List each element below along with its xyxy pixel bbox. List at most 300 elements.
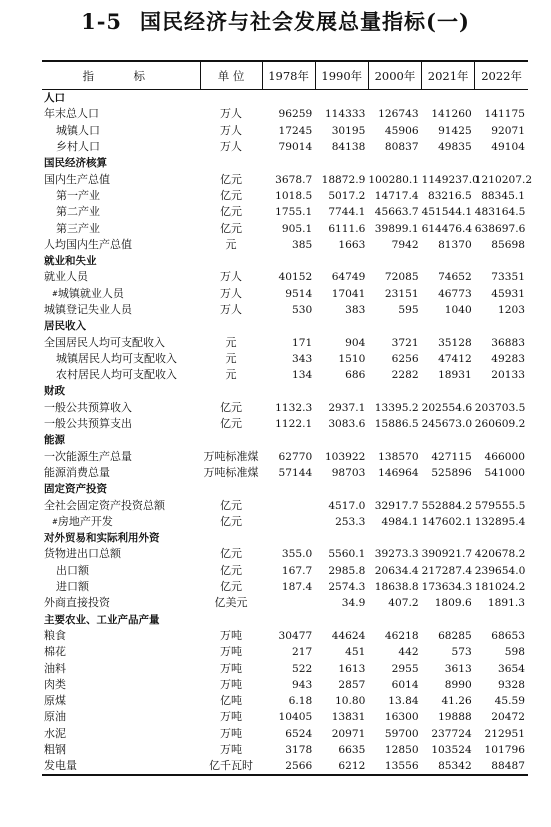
unit-cell: 亿元 [220,514,243,528]
value-cell: 245673.0 [421,418,473,431]
value-cell: 1018.5 [275,189,313,202]
value-cell: 451544.1 [421,206,473,219]
value-cell: 88345.1 [481,189,525,202]
indicator-name: 水泥 [44,726,66,740]
indicator-name: 国内生产总值 [44,172,110,186]
indicator-label [42,400,200,416]
indicator-label [42,546,200,562]
indicator-name: 乡村人口 [56,140,100,154]
value-cell: 6014 [391,678,419,691]
value-cell: 85698 [491,238,525,251]
value-cell: 167.7 [281,564,313,577]
value-cell: 45931 [491,287,525,300]
value-cell: 20634.4 [374,564,419,577]
indicator-label [42,595,200,611]
value-cell: 72085 [384,271,419,284]
indicator-label [42,334,200,350]
value-cell: 442 [398,646,419,659]
value-cell: 1122.1 [275,418,313,431]
value-cell: 18931 [438,369,472,382]
indicator-label [42,351,200,367]
unit-cell: 万吨 [220,661,243,675]
value-cell: 343 [291,352,313,365]
note-mark: # [52,289,58,298]
value-cell: 2282 [391,369,419,382]
indicator-label [42,758,200,775]
table-row [42,286,528,302]
value-cell: 46218 [384,629,419,642]
table-row [42,351,528,367]
indicator-label [42,709,200,725]
indicator-label [42,139,200,155]
indicator-label [42,497,200,513]
value-cell: 541000 [484,466,525,479]
table-row [42,563,528,579]
value-cell: 6212 [315,758,368,775]
value-cell: 85342 [422,758,475,775]
table-title-text: 国民经济与社会发展总量指标(一) [140,9,470,34]
value-cell: 12850 [384,744,419,757]
indicator-name: 城镇登记失业人员 [44,303,132,316]
section-header-row [42,612,528,628]
value-cell: 132895.4 [474,515,526,528]
table-row [42,628,528,644]
table-row [42,204,528,220]
value-cell: 427115 [431,450,472,463]
section-title: 固定资产投资 [44,483,107,496]
unit-cell: 亿元 [220,221,243,235]
value-cell: 88487 [475,758,528,775]
value-cell: 383 [345,304,366,316]
header-year: 2021年 [422,61,475,90]
value-cell: 2566 [262,758,315,775]
table-row [42,334,528,350]
value-cell: 114333 [324,108,366,121]
indicator-label [42,286,200,302]
section-header-row [42,155,528,171]
value-cell: 44624 [331,629,366,642]
value-cell: 49835 [438,141,472,154]
value-cell: 686 [345,369,366,382]
section-header-row [42,318,528,334]
table-row [42,106,528,122]
value-cell: 253.3 [335,515,366,528]
value-cell: 638697.6 [474,222,526,235]
value-cell: 3178 [285,744,313,757]
value-cell: 141260 [431,108,472,121]
table-row [42,595,528,611]
section-header-row [42,481,528,497]
value-cell: 1755.1 [275,206,313,219]
value-cell: 100280.1 [368,173,419,186]
value-cell: 3721 [391,336,419,349]
indicator-label [42,237,200,253]
unit-cell: 万人 [220,303,243,316]
section-title: 能源 [44,434,65,447]
value-cell: 91425 [438,124,472,137]
value-cell: 47412 [438,352,472,365]
table-row [42,123,528,139]
value-cell: 573 [451,646,472,659]
table-row [42,367,528,383]
value-cell: 45.59 [494,695,525,708]
section-header-row [42,530,528,546]
value-cell: 614476.4 [421,222,473,235]
value-cell: 3678.7 [275,173,313,186]
table-row [42,465,528,481]
value-cell: 13.84 [388,695,419,708]
section-title: 人口 [44,92,65,105]
value-cell: 1613 [338,662,366,675]
table-row [42,660,528,676]
value-cell: 385 [291,238,313,251]
section-header-row [42,383,528,399]
value-cell: 101796 [484,744,525,757]
value-cell: 39899.1 [374,222,419,235]
value-cell: 595 [398,304,419,316]
note-mark: # [52,517,58,526]
value-cell: 579555.5 [474,499,526,512]
indicator-name: 进口额 [56,580,89,594]
unit-cell: 亿元 [220,580,243,594]
indicator-name: 第三产业 [56,221,100,235]
unit-cell: 万人 [220,107,243,121]
value-cell: 13556 [368,758,421,775]
unit-cell: 亿元 [220,400,243,414]
value-cell: 5560.1 [328,548,366,561]
indicator-label [42,660,200,676]
value-cell: 1132.3 [275,401,313,414]
unit-cell: 亿元 [220,498,243,512]
value-cell: 6111.6 [328,222,366,235]
value-cell: 18638.8 [374,581,419,594]
indicator-name: 第一产业 [56,188,100,202]
value-cell [262,514,315,530]
table-row [42,139,528,155]
unit-cell: 万人 [220,270,243,284]
table-row [42,758,528,775]
unit-cell: 亿元 [220,205,243,219]
header-year: 1978年 [262,61,315,90]
value-cell: 68285 [438,629,472,642]
indicator-name: 外商直接投资 [44,596,110,610]
unit-cell: 万吨 [220,710,243,724]
table-row [42,416,528,432]
value-cell: 49283 [491,352,525,365]
unit-cell: 亿吨 [220,694,243,708]
section-header-row [42,253,528,269]
section-title: 国民经济核算 [44,157,107,170]
value-cell: 16300 [384,711,419,724]
table-row [42,514,528,530]
value-cell: 2985.8 [328,564,366,577]
value-cell: 5017.2 [328,189,366,202]
table-row [42,709,528,725]
value-cell: 20133 [491,369,525,382]
indicator-label [42,579,200,595]
table-row [42,449,528,465]
unit-cell: 亿美元 [214,596,248,610]
unit-cell: 元 [225,368,237,382]
indicator-label [42,644,200,660]
value-cell: 598 [504,646,525,659]
value-cell: 17041 [331,287,366,300]
indicator-label [42,514,200,530]
value-cell: 173634.3 [421,581,473,594]
indicator-label [42,628,200,644]
value-cell: 1663 [338,238,366,251]
unit-cell: 万吨 [220,677,243,691]
value-cell: 181024.2 [474,581,526,594]
unit-cell: 亿千瓦时 [200,758,262,775]
table-title [0,6,551,36]
value-cell: 84138 [331,141,366,154]
indicator-name: 粗钢 [44,743,66,757]
value-cell: 943 [291,678,313,691]
value-cell: 103922 [324,450,366,463]
indicator-label [42,171,200,187]
value-cell: 81370 [438,238,472,251]
indicator-name: 原煤 [44,694,66,708]
value-cell: 2574.3 [328,581,366,594]
value-cell: 141175 [484,108,525,121]
table-row [42,400,528,416]
value-cell: 355.0 [281,548,313,561]
value-cell: 217287.4 [421,564,473,577]
value-cell: 79014 [278,141,313,154]
value-cell: 15886.5 [374,418,419,431]
indicator-label [42,188,200,204]
section-title: 主要农业、工业产品产量 [44,613,160,626]
value-cell: 1040 [444,304,472,316]
indicator-label [42,563,200,579]
value-cell: 466000 [484,450,525,463]
table-row [42,677,528,693]
table-row [42,220,528,236]
value-cell: 552884.2 [421,499,473,512]
section-title: 就业和失业 [44,255,97,268]
value-cell: 187.4 [281,581,313,594]
indicator-name: 一次能源生产总量 [44,449,132,463]
value-cell: 13831 [331,711,366,724]
table-number: 1-5 [81,9,123,34]
indicator-label [42,106,200,122]
value-cell: 1210207.2 [474,173,533,186]
value-cell: 17245 [278,124,313,137]
value-cell: 904 [345,336,366,349]
indicator-name: 就业人员 [44,270,88,284]
value-cell: 45906 [384,124,419,137]
value-cell: 10405 [278,711,313,724]
value-cell: 45663.7 [374,206,419,219]
indicator-name: 城镇就业人员 [57,286,124,300]
value-cell: 237724 [431,727,472,740]
value-cell: 202554.6 [421,401,473,414]
value-cell: 103524 [431,744,472,757]
value-cell: 1149237.0 [421,173,479,186]
indicator-label [42,302,200,318]
indicator-name: 一般公共预算收入 [44,400,132,414]
value-cell: 451 [345,646,366,659]
unit-cell: 亿元 [220,172,243,186]
value-cell: 2857 [338,678,366,691]
indicator-name: 人均国内生产总值 [44,237,132,251]
table-row [42,546,528,562]
value-cell: 146964 [378,466,419,479]
value-cell: 2937.1 [328,401,366,414]
value-cell: 530 [291,304,313,316]
value-cell: 30477 [278,629,313,642]
value-cell: 6256 [391,352,419,365]
indicator-label [42,204,200,220]
header-year: 2000年 [368,61,421,90]
value-cell: 80837 [384,141,419,154]
value-cell: 483164.5 [474,206,526,219]
indicator-label [42,677,200,693]
value-cell: 1510 [338,352,366,365]
value-cell [262,595,315,611]
section-title: 财政 [44,385,65,398]
value-cell: 7744.1 [328,206,366,219]
indicator-label [42,693,200,709]
value-cell: 138570 [378,450,419,463]
header-unit: 单 位 [200,61,262,90]
value-cell: 68653 [491,629,525,642]
value-cell: 10.80 [335,695,366,708]
indicator-name: 第二产业 [56,205,100,219]
value-cell: 525896 [431,466,472,479]
value-cell: 62770 [278,450,313,463]
value-cell: 212951 [484,727,525,740]
value-cell: 74652 [438,271,472,284]
indicator-name: 城镇居民人均可支配收入 [56,351,177,365]
value-cell: 8990 [444,678,472,691]
table-row [42,269,528,285]
value-cell: 30195 [331,124,366,137]
value-cell: 59700 [384,727,419,740]
value-cell: 13395.2 [374,401,419,414]
indicator-label [42,726,200,742]
header-year: 1990年 [315,61,368,90]
value-cell: 171 [291,336,313,349]
table-row [42,237,528,253]
indicator-name: 油料 [44,661,66,675]
value-cell: 3654 [498,662,525,675]
indicator-label [42,465,200,481]
value-cell: 390921.7 [421,548,473,561]
value-cell: 64749 [331,271,366,284]
value-cell: 39273.3 [374,548,419,561]
table-row [42,188,528,204]
unit-cell: 万吨标准煤 [203,465,259,479]
section-header-row [42,432,528,448]
indicator-label [42,367,200,383]
value-cell: 92071 [491,124,525,137]
value-cell: 6635 [338,744,366,757]
value-cell: 83216.5 [427,189,472,202]
table-row [42,693,528,709]
unit-cell: 元 [225,351,237,365]
value-cell: 3613 [444,662,472,675]
indicators-table [42,60,533,776]
value-cell: 98703 [331,466,366,479]
indicator-label [42,449,200,465]
unit-cell: 亿元 [220,563,243,577]
unit-cell: 亿元 [220,417,243,431]
value-cell: 1203 [498,304,525,316]
value-cell: 1891.3 [487,597,525,610]
unit-cell: 元 [225,237,237,251]
value-cell: 34.9 [341,597,366,610]
header-row [42,61,528,90]
indicator-label [42,269,200,285]
value-cell: 32917.7 [374,499,419,512]
value-cell: 4984.1 [381,515,419,528]
indicator-name: 房地产开发 [57,514,113,528]
indicator-label [42,220,200,236]
unit-cell: 万人 [220,286,243,300]
unit-cell: 万吨 [220,726,243,740]
indicator-name: 粮食 [44,628,66,642]
value-cell [262,497,315,513]
value-cell: 20472 [491,711,525,724]
value-cell: 23151 [384,287,419,300]
value-cell: 19888 [438,711,472,724]
unit-cell: 万吨 [220,645,243,659]
value-cell: 260609.2 [474,418,526,431]
value-cell: 126743 [378,108,419,121]
indicator-label [42,123,200,139]
value-cell: 2955 [391,662,419,675]
value-cell: 420678.2 [474,548,526,561]
indicator-name: 肉类 [44,677,66,691]
value-cell: 73351 [491,271,525,284]
value-cell: 134 [291,369,313,382]
indicator-label [42,416,200,432]
value-cell: 905.1 [281,222,313,235]
value-cell: 49104 [491,141,525,154]
indicator-label [42,742,200,758]
value-cell: 57144 [278,466,313,479]
table-row [42,302,528,318]
indicator-name: 棉花 [44,645,66,659]
unit-cell: 万吨 [220,743,243,757]
section-header-row [42,90,528,107]
indicator-name: 能源消费总量 [44,465,110,479]
indicator-name: 货物进出口总额 [44,547,121,561]
indicator-name: 全国居民人均可支配收入 [44,335,165,349]
table-row [42,742,528,758]
value-cell: 14717.4 [374,189,419,202]
table-row [42,497,528,513]
indicator-name: 出口额 [56,563,89,577]
indicator-name: 一般公共预算支出 [44,417,132,431]
value-cell: 407.2 [388,597,419,610]
value-cell: 35128 [438,336,472,349]
indicator-name: 原油 [44,710,66,724]
table-row [42,579,528,595]
unit-cell: 万吨标准煤 [203,449,259,463]
value-cell: 147602.1 [421,515,473,528]
value-cell: 6524 [285,727,313,740]
unit-cell: 万人 [220,123,243,137]
value-cell: 3083.6 [328,418,366,431]
table-row [42,726,528,742]
indicator-name: 全社会固定资产投资总额 [44,498,165,512]
value-cell: 1809.6 [434,597,472,610]
value-cell: 46773 [438,287,472,300]
indicator-name: 农村居民人均可支配收入 [56,368,177,382]
